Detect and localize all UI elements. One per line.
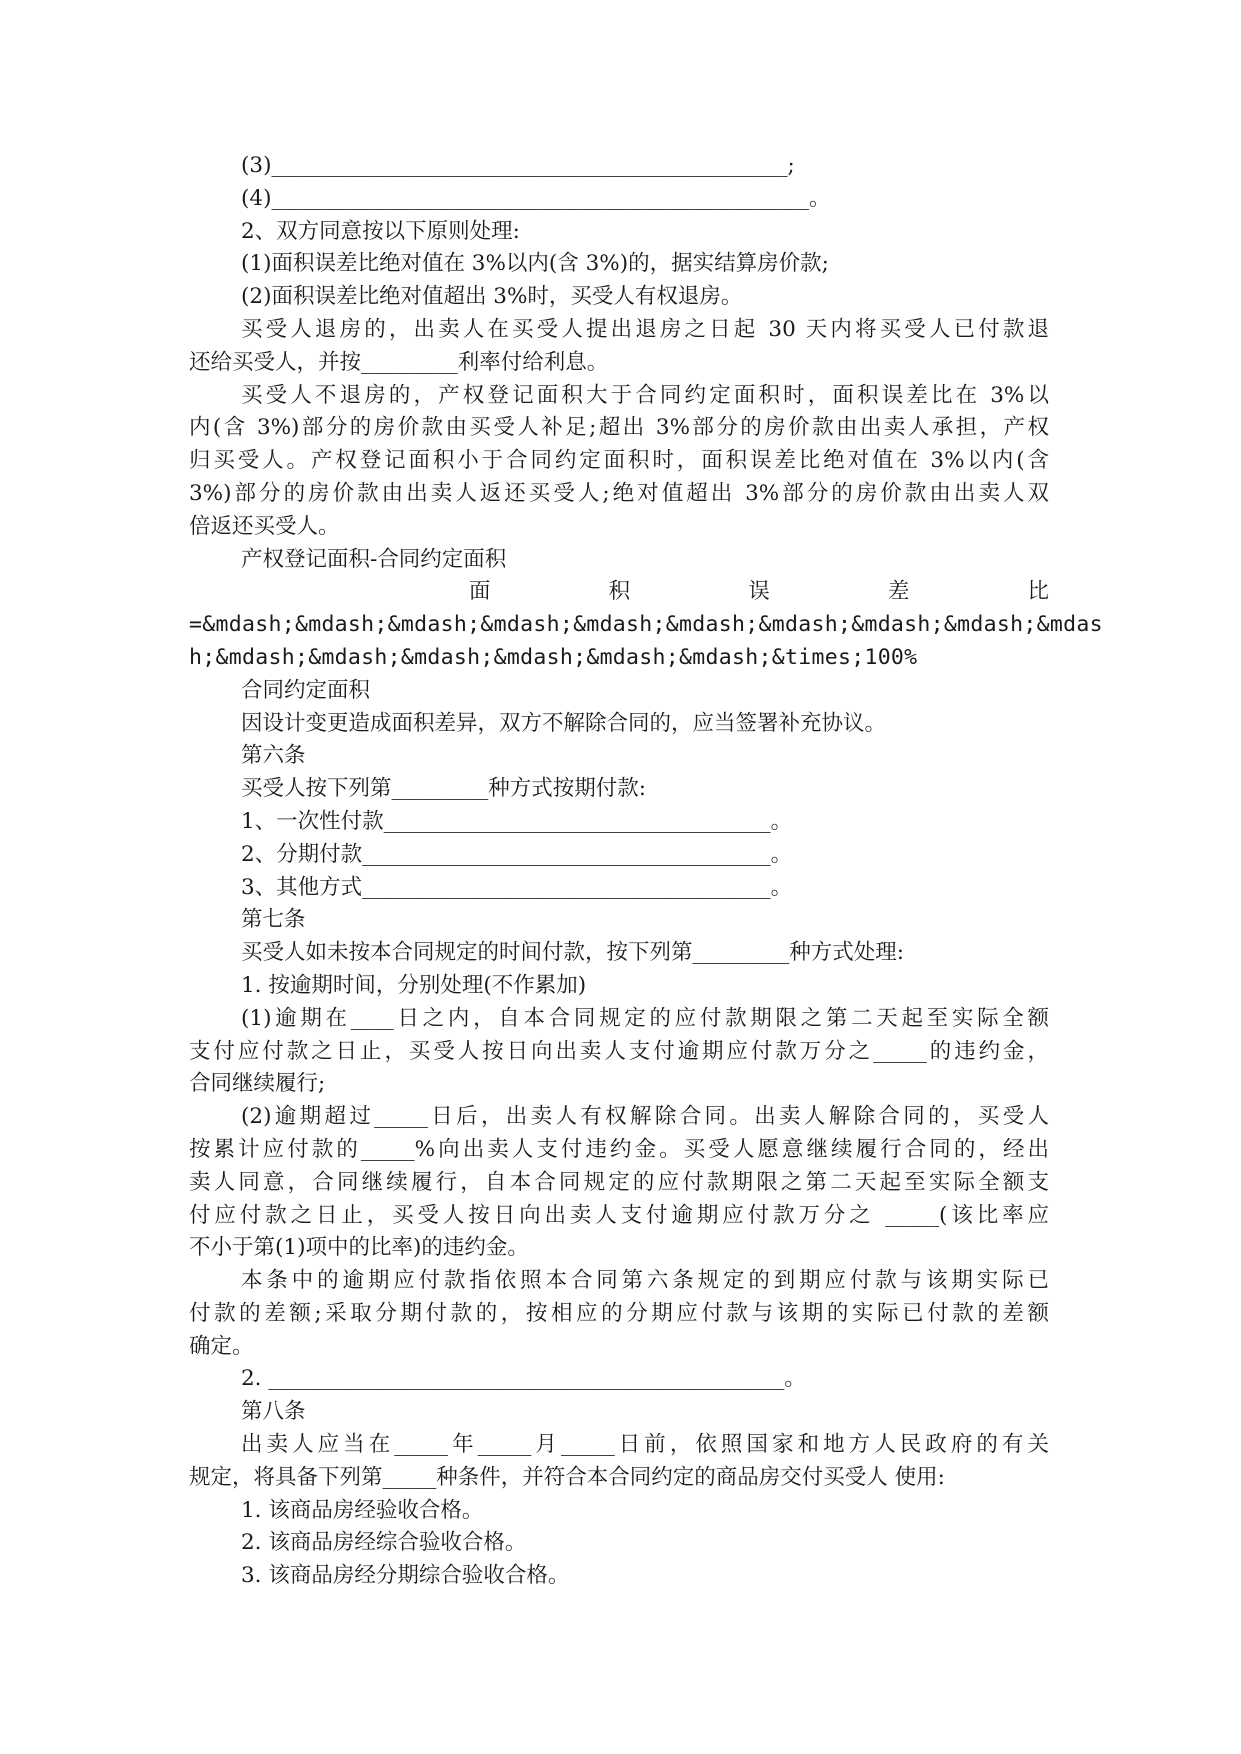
formula-label-char: 差 (887, 579, 910, 605)
no-refund-paragraph-line-5: 倍返还买受人。 (189, 513, 340, 539)
overdue-definition-line-2: 付款的差额;采取分期付款的，按相应的分期应付款与该期的实际已付款的差额 (189, 1300, 1049, 1326)
overdue-1-line-1: (1)逾期在____日之内，自本合同规定的应付款期限之第二天起至实际全额 (241, 1005, 1049, 1031)
payment-option-2: 2、分期付款______________________________________。 (241, 841, 793, 867)
article-7-item-1: 1. 按逾期时间，分别处理(不作累加) (241, 972, 587, 998)
overdue-2-line-3: 卖人同意，合同继续履行，自本合同规定的应付款期限之第二天起至实际全额支 (189, 1169, 1049, 1195)
principle-item-2: (2)面积误差比绝对值超出 3%时，买受人有权退房。 (241, 284, 743, 310)
formula-label-char: 误 (748, 579, 770, 605)
delivery-condition-1: 1. 该商品房经验收合格。 (241, 1497, 484, 1523)
formula-label-char: 比 (1027, 579, 1049, 605)
clause-item-3: (3)________________________________________________; (241, 153, 795, 178)
formula-denominator: 合同约定面积 (241, 677, 371, 703)
delivery-condition-3: 3. 该商品房经分期综合验收合格。 (241, 1563, 570, 1589)
article-8-line-2: 规定，将具备下列第_____种条件，并符合本合同约定的商品房交付买受人 使用: (189, 1464, 945, 1490)
formula-line-a: =&mdash;&mdash;&mdash;&mdash;&mdash;&mdash;&mdash;&mdash;&mdash;&mdas (189, 612, 1103, 638)
clause-item-4: (4)__________________________________________________。 (241, 185, 831, 211)
formula-numerator: 产权登记面积-合同约定面积 (241, 546, 507, 572)
article-6-title: 第六条 (241, 743, 306, 769)
refund-paragraph-line-2: 还给买受人，并按_________利率付给利息。 (189, 349, 609, 375)
overdue-2-line-5: 不小于第(1)项中的比率)的违约金。 (189, 1235, 529, 1261)
principle-heading: 2、双方同意按以下原则处理: (241, 218, 520, 244)
overdue-2-line-1: (2)逾期超过_____日后，出卖人有权解除合同。出卖人解除合同的，买受人 (241, 1104, 1049, 1130)
article-7-title: 第七条 (241, 907, 306, 933)
no-refund-paragraph-line-3: 归买受人。产权登记面积小于合同约定面积时，面积误差比绝对值在 3%以内(含 (189, 448, 1049, 474)
overdue-1-line-2: 支付应付款之日止，买受人按日向出卖人支付逾期应付款万分之_____的违约金， (189, 1038, 1049, 1064)
overdue-definition-line-3: 确定。 (189, 1333, 254, 1359)
formula-label (189, 576, 1049, 609)
formula-line-b: h;&mdash;&mdash;&mdash;&mdash;&mdash;&mdash;&times;100% (189, 644, 918, 670)
formula-label-char: 面 (469, 579, 491, 605)
delivery-condition-2: 2. 该商品房经综合验收合格。 (241, 1530, 527, 1556)
design-change-note: 因设计变更造成面积差异，双方不解除合同的，应当签署补充协议。 (241, 710, 887, 736)
no-refund-paragraph-line-1: 买受人不退房的，产权登记面积大于合同约定面积时，面积误差比在 3%以 (241, 382, 1049, 408)
refund-paragraph-line-1: 买受人退房的，出卖人在买受人提出退房之日起 30 天内将买受人已付款退 (241, 316, 1049, 342)
article-8-title: 第八条 (241, 1399, 306, 1425)
article-7-intro: 买受人如未按本合同规定的时间付款，按下列第_________种方式处理: (241, 940, 904, 966)
payment-option-1: 1、一次性付款____________________________________。 (241, 808, 793, 834)
overdue-definition-line-1: 本条中的逾期应付款指依照本合同第六条规定的到期应付款与该期实际已 (241, 1268, 1049, 1294)
payment-option-3: 3、其他方式______________________________________。 (241, 874, 793, 900)
no-refund-paragraph-line-4: 3%)部分的房价款由出卖人返还买受人;绝对值超出 3%部分的房价款由出卖人双 (189, 480, 1049, 506)
overdue-2-line-4: 付应付款之日止，买受人按日向出卖人支付逾期应付款万分之 _____(该比率应 (189, 1202, 1049, 1228)
document-page (189, 150, 1103, 1593)
principle-item-1: (1)面积误差比绝对值在 3%以内(含 3%)的，据实结算房价款; (241, 251, 829, 277)
overdue-1-line-3: 合同继续履行; (189, 1071, 326, 1097)
overdue-2-line-2: 按累计应付款的_____%向出卖人支付违约金。买受人愿意继续履行合同的，经出 (189, 1136, 1049, 1162)
no-refund-paragraph-line-2: 内(含 3%)部分的房价款由买受人补足;超出 3%部分的房价款由出卖人承担，产权 (189, 415, 1049, 441)
formula-label-char: 积 (608, 579, 631, 605)
article-7-item-2: 2. ________________________________________________。 (241, 1366, 806, 1392)
article-8-line-1: 出卖人应当在_____年_____月_____日前，依照国家和地方人民政府的有关 (241, 1432, 1049, 1458)
article-6-intro: 买受人按下列第_________种方式按期付款: (241, 776, 646, 802)
